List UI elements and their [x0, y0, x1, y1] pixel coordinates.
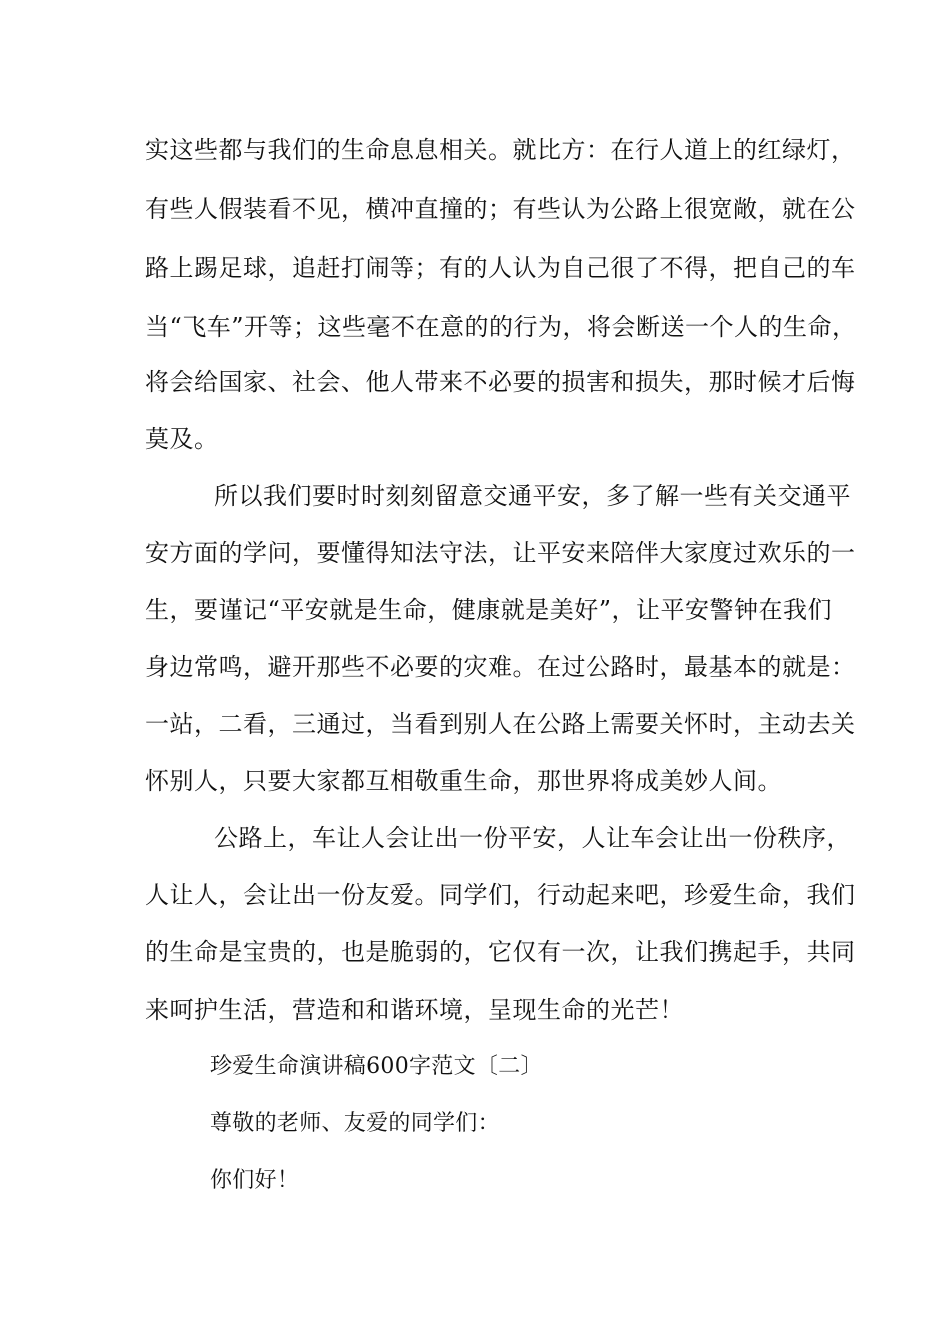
text-line: 生，要谨记“平安就是生命，健康就是美好”，让平安警钟在我们	[145, 596, 833, 624]
salutation: 尊敬的老师、友爱的同学们：	[210, 1111, 500, 1136]
text-line: 人让人，会让出一份友爱。同学们，行动起来吧，珍爱生命，我们	[145, 881, 856, 909]
text-line: 公路上，车让人会让出一份平安，人让车会让出一份秩序，	[214, 824, 851, 852]
text-line: 有些人假装看不见，横冲直撞的；有些认为公路上很宽敞，就在公	[145, 195, 856, 223]
text-line: 身边常鸣，避开那些不必要的灾难。在过公路时，最基本的就是：	[145, 653, 856, 681]
section-heading: 珍爱生命演讲稿600字范文〔二〕	[210, 1054, 543, 1079]
text-line: 的生命是宝贵的，也是脆弱的，它仅有一次，让我们携起手，共同	[145, 938, 856, 966]
text-line: 莫及。	[145, 425, 219, 453]
greeting: 你们好！	[210, 1168, 300, 1193]
text-line: 路上踢足球，追赶打闹等；有的人认为自己很了不得，把自己的车	[145, 254, 856, 282]
text-line: 怀别人，只要大家都互相敬重生命，那世界将成美妙人间。	[145, 767, 782, 795]
text-line: 实这些都与我们的生命息息相关。就比方：在行人道上的红绿灯，	[145, 136, 856, 164]
text-line: 当“飞车”开等；这些毫不在意的的行为，将会断送一个人的生命，	[145, 313, 857, 341]
text-line: 所以我们要时时刻刻留意交通平安，多了解一些有关交通平	[214, 482, 851, 510]
text-line: 来呵护生活，营造和和谐环境，呈现生命的光芒！	[145, 996, 684, 1024]
text-line: 一站，二看，三通过，当看到别人在公路上需要关怀时，主动去关	[145, 710, 856, 738]
text-line: 安方面的学问，要懂得知法守法，让平安来陪伴大家度过欢乐的一	[145, 539, 856, 567]
text-line: 将会给国家、社会、他人带来不必要的损害和损失，那时候才后悔	[145, 368, 856, 396]
